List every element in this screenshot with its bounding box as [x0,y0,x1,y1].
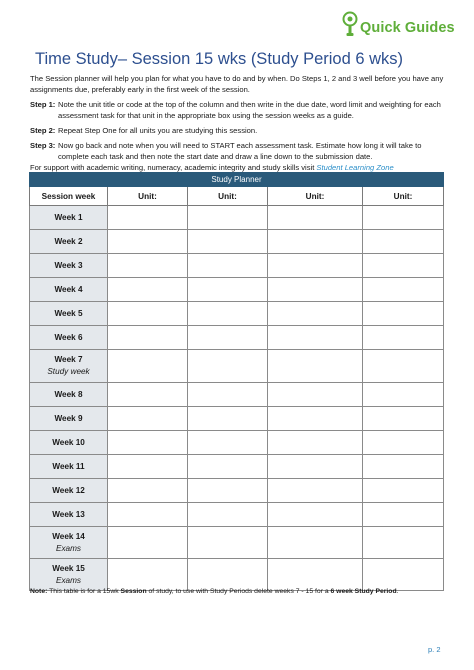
table-row [30,407,444,431]
unit-2-cell[interactable] [188,527,268,559]
table-row [30,206,444,230]
student-learning-zone-link[interactable]: Student Learning Zone [316,163,394,172]
week-cell [30,278,108,302]
page-title: Time Study– Session 15 wks (Study Period 6 wks) [35,50,404,68]
unit-3-cell[interactable] [268,455,363,479]
week-label: Week 14 [52,531,85,541]
table-row [30,383,444,407]
week-cell [30,431,108,455]
week-label: Week 2 [54,236,83,246]
table-row [30,455,444,479]
unit-3-cell[interactable] [268,254,363,278]
week-cell [30,230,108,254]
table-row [30,350,444,383]
unit-1-cell[interactable] [108,479,188,503]
unit-3-cell[interactable] [268,503,363,527]
week-cell [30,479,108,503]
week-label: Week 13 [52,509,85,519]
unit-3-cell[interactable] [268,527,363,559]
table-row [30,503,444,527]
unit-2-cell[interactable] [188,431,268,455]
week-cell [30,302,108,326]
unit-2-cell[interactable] [188,230,268,254]
week-note: Study week [47,367,90,376]
unit-2-cell[interactable] [188,302,268,326]
unit-3-cell[interactable] [268,302,363,326]
unit-3-cell[interactable] [268,350,363,383]
note-text-2: of study, to use with Study Periods delete weeks 7 - 15 for a [146,588,331,595]
unit-4-cell[interactable] [363,407,444,431]
table-row [30,254,444,278]
unit-4-cell[interactable] [363,383,444,407]
unit-1-cell[interactable] [108,431,188,455]
week-label: Week 4 [54,284,83,294]
unit-3-cell[interactable] [268,479,363,503]
week-note: Exams [55,575,82,585]
unit-1-cell[interactable] [108,407,188,431]
week-cell [30,455,108,479]
table-row [30,479,444,503]
week-label: Week 11 [52,461,85,471]
unit-3-cell[interactable] [268,559,363,591]
unit-2-cell[interactable] [188,383,268,407]
unit-1-cell[interactable] [108,254,188,278]
week-cell [30,407,108,431]
unit-3-cell[interactable] [268,326,363,350]
note-bold-session: Session [120,588,147,595]
unit-4-cell[interactable] [363,431,444,455]
unit-3-cell[interactable] [268,278,363,302]
unit-2-cell[interactable] [188,407,268,431]
column-header-unit-1: Unit: [108,187,188,206]
table-note [30,588,399,595]
intro-text: The Session planner will help you plan for what you have to do and by when. Do Steps 1, 2 and 3 well before you have any assignments due, preferably early in the first week of the session. [30,74,444,94]
unit-3-cell[interactable] [268,407,363,431]
unit-1-cell[interactable] [108,278,188,302]
unit-4-cell[interactable] [363,455,444,479]
unit-2-cell[interactable] [188,278,268,302]
column-header-unit-3: Unit: [268,187,363,206]
unit-2-cell[interactable] [188,206,268,230]
step-2 [30,125,450,136]
unit-3-cell[interactable] [268,431,363,455]
step-1-text: Note the unit title or code at the top of the column and then write in the due date, word limit and weighting for each assessment task for that unit in the appropriate box using the session weeks as a guide. [58,100,441,120]
page-number: p. 2 [428,645,441,654]
column-headers [30,187,444,206]
step-3 [30,140,450,162]
unit-1-cell[interactable] [108,206,188,230]
week-cell [30,206,108,230]
unit-1-cell[interactable] [108,350,188,383]
week-label: Week 3 [54,260,83,270]
step-1 [30,99,450,121]
step-1-label: Step 1: [30,100,56,109]
week-label: Week 10 [52,437,85,447]
unit-2-cell[interactable] [188,479,268,503]
unit-1-cell[interactable] [108,326,188,350]
note-bold-period: 6 week Study Period [330,588,397,595]
table-row [30,302,444,326]
unit-3-cell[interactable] [268,383,363,407]
week-cell [30,326,108,350]
unit-3-cell[interactable] [268,230,363,254]
logo-text: Quick Guides [360,20,455,36]
unit-4-cell[interactable] [363,302,444,326]
table-row [30,431,444,455]
table-row [30,278,444,302]
unit-4-cell[interactable] [363,206,444,230]
unit-2-cell[interactable] [188,559,268,591]
week-label: Week 8 [54,389,83,399]
table-row [30,527,444,559]
instructions [30,73,450,173]
lightbulb-icon [342,11,358,39]
week-cell [30,503,108,527]
note-label: Note: [30,588,48,595]
unit-4-cell[interactable] [363,230,444,254]
study-planner-heading: Study Planner [30,173,444,187]
support-text: For support with academic writing, numeracy, academic integrity and study skills visit [30,163,317,172]
unit-4-cell[interactable] [363,503,444,527]
unit-4-cell[interactable] [363,254,444,278]
note-text-1: This table is for a 15wk [47,588,121,595]
column-header-unit-4: Unit: [363,187,444,206]
unit-4-cell[interactable] [363,350,444,383]
column-header-unit-2: Unit: [188,187,268,206]
unit-1-cell[interactable] [108,383,188,407]
unit-1-cell[interactable] [108,559,188,591]
week-cell [30,350,108,383]
unit-4-cell[interactable] [363,326,444,350]
unit-3-cell[interactable] [268,206,363,230]
column-header-session-week: Session week [30,187,108,206]
step-2-text: Repeat Step One for all units you are studying this session. [58,126,258,135]
quick-guides-logo [342,6,455,44]
unit-2-cell[interactable] [188,503,268,527]
week-label: Week 7 [54,355,83,364]
week-note: Exams [55,543,82,553]
unit-2-cell[interactable] [188,326,268,350]
week-label: Week 12 [52,485,85,495]
week-label: Week 1 [54,212,83,222]
unit-4-cell[interactable] [363,527,444,559]
unit-1-cell[interactable] [108,230,188,254]
unit-2-cell[interactable] [188,254,268,278]
table-row [30,230,444,254]
step-2-label: Step 2: [30,126,56,135]
unit-4-cell[interactable] [363,559,444,591]
unit-4-cell[interactable] [363,278,444,302]
table-row [30,326,444,350]
week-cell [30,254,108,278]
unit-1-cell[interactable] [108,503,188,527]
week-cell [30,559,108,591]
unit-4-cell[interactable] [363,479,444,503]
week-label: Week 15 [52,563,85,573]
unit-2-cell[interactable] [188,455,268,479]
unit-2-cell[interactable] [188,350,268,383]
table-row [30,559,444,591]
unit-1-cell[interactable] [108,455,188,479]
week-label: Week 9 [54,413,83,423]
week-cell [30,383,108,407]
week-cell [30,527,108,559]
week-label: Week 6 [54,332,83,342]
step-3-text: Now go back and note when you will need to START each assessment task. Estimate how long it will take to complete each task and then note the start date and draw a line down to the submission date. [58,141,422,161]
note-text-3: . [396,588,399,595]
week-label: Week 5 [54,308,83,318]
step-3-label: Step 3: [30,141,56,150]
unit-1-cell[interactable] [108,302,188,326]
unit-1-cell[interactable] [108,527,188,559]
study-planner-table [29,172,444,591]
